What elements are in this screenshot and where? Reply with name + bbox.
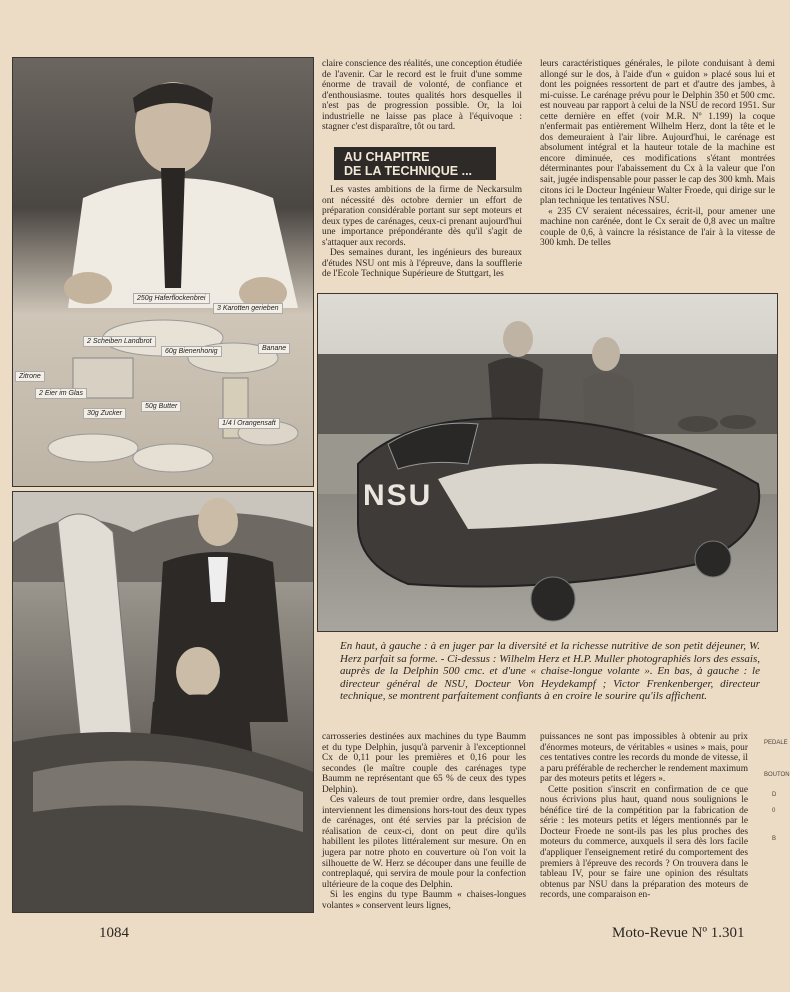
margin-note: 0 (772, 808, 776, 814)
margin-note: D (772, 792, 777, 798)
article-column-3-top (540, 59, 775, 291)
photo-executives (12, 491, 314, 913)
fairing-lettering: NSU (363, 479, 433, 512)
article-column-2-mid (322, 185, 522, 291)
food-label: Banane (258, 343, 290, 354)
food-label: 50g Butter (141, 401, 181, 412)
food-label: 2 Eier im Glas (35, 388, 87, 399)
food-label: 3 Karotten gerieben (213, 303, 283, 314)
paragraph: puissances ne sont pas impossibles à obtenir au prix d'énormes moteurs, de véritables « usines » mais, pour ces tentatives contre les records du monde de vitesse, il a paru préférable de rechercher le rendement maximum par des moteurs petits et légers ». (540, 732, 748, 785)
food-label: 250g Haferflockenbrei (133, 293, 210, 304)
paragraph: Si les engins du type Baumm « chaises-longues volantes » conservent leurs lignes, (322, 890, 526, 911)
margin-note: BOUTON (764, 772, 790, 778)
photo-breakfast (12, 57, 314, 487)
photo-delphin-machine (317, 293, 778, 632)
paragraph: Les vastes ambitions de la firme de Neckarsulm ont nécessité dès octobre dernier un effort de préparation considérable portant sur sept moteurs et deux types de carénages, ceux-ci prenant aujourd'hui une importance prépondérante dès qu'il s'agit de s'attaquer aux records. (322, 185, 522, 248)
food-label: Zitrone (15, 371, 45, 382)
section-heading-line-2: DE LA TECHNIQUE ... (344, 164, 473, 178)
food-label: 2 Scheiben Landbrot (83, 336, 156, 347)
paragraph: Ces valeurs de tout premier ordre, dans lesquelles interviennent les dimensions hors-tout des deux types de carénages, ont été servies par la précision de réalisation de ceux-ci, dont on peut dire qu'ils habillent les pilotes littéralement sur mesure. On en jugera par notre photo en couverture où l'on voit la silhouette de W. Herz se découper dans une feuille de contreplaqué, qui servira de moule pour la confection ultérieure de la coque des Delphin. (322, 795, 526, 890)
paragraph: leurs caractéristiques générales, le pilote conduisant à demi allongé sur le dos, à l'aide d'un « guidon » placé sous lui et dont les poignées ressortent de part et d'autre des jambes, à mi-cuisse. Le carénage prévu pour le Delphin 350 et 500 cmc. est nouveau par rapport à celui de la NSU de record 1951. Sur cette dernière en effet (voir M.R. Nº 1.199) la coque n'enfermait pas entièrement Wilhelm Herz, dont la tête et le dos demeuraient à l'air libre. Aujourd'hui, le carénage est absolument intégral et la hauteur totale de la machine est encore diminuée, ces modifications s'étant montrées déterminantes pour l'abaissement du Cx à la valeur que l'on sait, jugée indispensable pour passer le cap des 300 kmh. Mais citons ici le Docteur Ingénieur Walter Froede, qui dirige sur le plan technique les tentatives NSU. (540, 59, 775, 207)
page-number: 1084 (99, 925, 129, 941)
article-column-2-top (322, 59, 522, 143)
paragraph: claire conscience des réalités, une conception étudiée de l'avenir. Car le record est le fruit d'une somme énorme de travail de volonté, de confiance et d'enthousiasme. toutes qualités hors desquelles il n'est pas de progression possible. Or, la loi industrielle ne laisse pas place à l'équivoque : stagner c'est disparaître, tôt ou tard. (322, 59, 522, 133)
paragraph: « 235 CV seraient nécessaires, écrit-il, pour amener une machine non carénée, dont le Cx serait de 0,8 avec un maître couple de 0,6, à vaincre la résistance de l'air à la vitesse de 300 kmh. De telles (540, 206, 775, 249)
food-label: 30g Zucker (83, 408, 126, 419)
food-label: 60g Bienenhonig (161, 346, 222, 357)
paragraph: carrosseries destinées aux machines du type Baumm et du type Delphin, jusqu'à parvenir à l'exceptionnel Cx de 0,11 pour les premières et 0,16 pour les secondes (le maître couple des carénages type Baumm ne représentant que 65 % de ceux des types Delphin). (322, 732, 526, 795)
section-heading (334, 147, 496, 180)
section-heading-line-1: AU CHAPITRE (344, 150, 430, 164)
delphin-illustration (318, 294, 777, 631)
article-column-2-bottom (322, 732, 526, 912)
food-label: 1/4 l Orangensaft (218, 418, 280, 429)
paragraph: Cette position s'inscrit en confirmation de ce que nous écrivions plus haut, quand nous soulignions le bénéfice tiré de la compétition par la fabrication de série : les moteurs petits et légers mentionnés par le Docteur Froede ne sont-ils pas les plus proches des moteurs du commerce, auxquels il sera dès lors facile d'appliquer l'enseignement retiré du comportement des premiers à l'épreuve des records ? On trouvera dans le tableau IV, pour se faire une opinion des résultats obtenus par NSU dans la préparation des moteurs de records, une comparaison en- (540, 784, 748, 901)
margin-note: B (772, 836, 777, 842)
margin-note: PEDALE (764, 740, 788, 746)
article-column-3-bottom (540, 732, 748, 912)
executives-illustration (13, 492, 313, 912)
magazine-issue: Moto-Revue Nº 1.301 (612, 925, 745, 941)
photo-caption: En haut, à gauche : à en juger par la diversité et la richesse nutritive de son petit déjeuner, W. Herz parfait sa forme. - Ci-dessus : Wilhelm Herz et H.P. Muller photographiés lors des essais, auprès de la Delphin 500 cmc. et d'une « chaise-longue volante ». En bas, à gauche : le directeur général de NSU, Docteur Von Heydekampf ; Victor Frenkenberger, directeur technique, se montrent parfaitement confiants à en croire le sourire qu'ils affichent. (340, 640, 760, 703)
paragraph: Des semaines durant, les ingénieurs des bureaux d'études NSU ont mis à l'épreuve, dans la soufflerie de l'Ecole Technique Supérieure de Stuttgart, les (322, 248, 522, 280)
